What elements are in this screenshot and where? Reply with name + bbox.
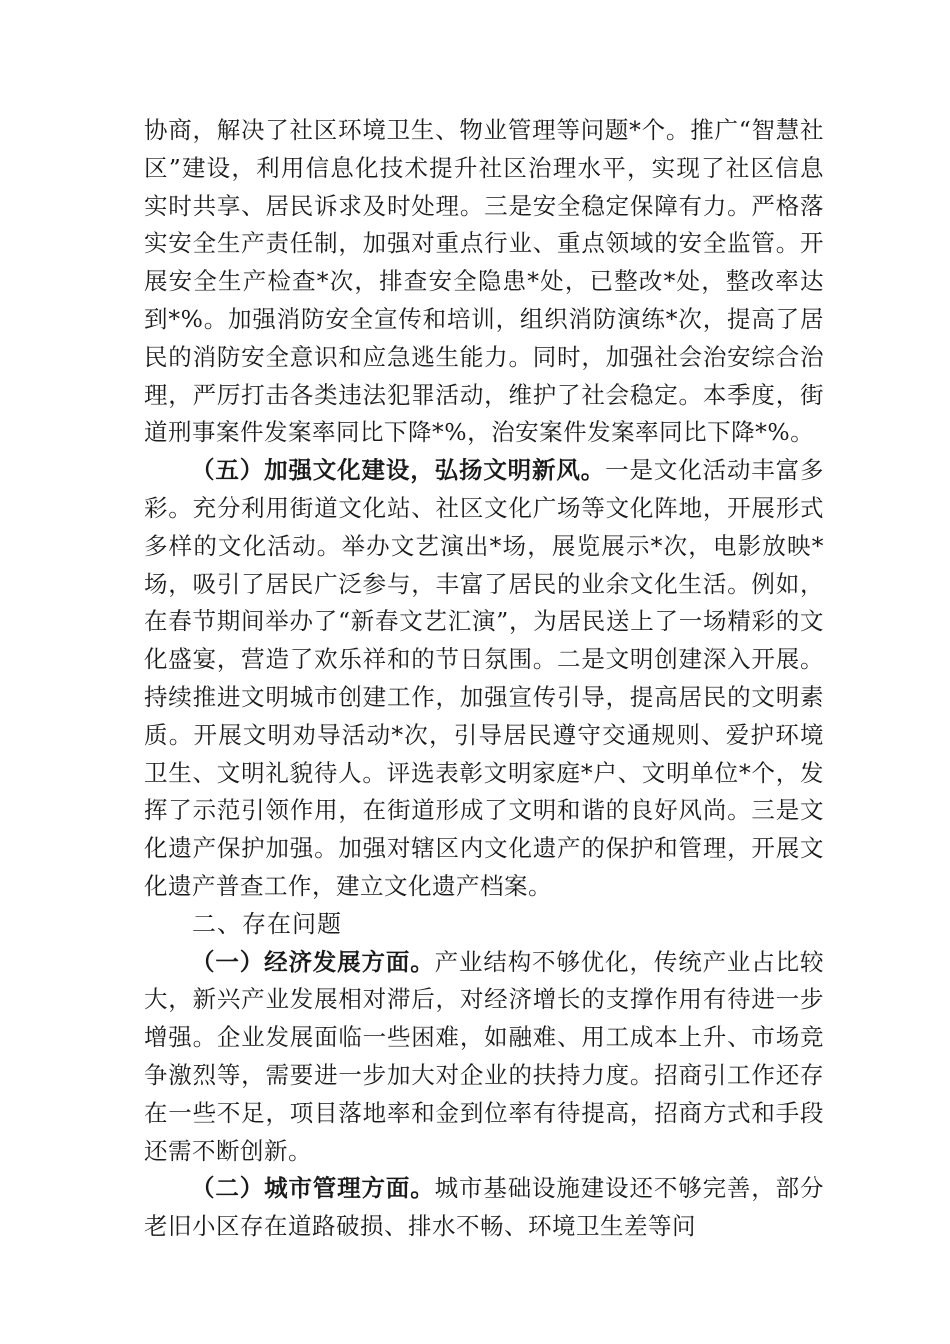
- paragraph-economy: [144, 944, 824, 1171]
- paragraph-text: 产业结构不够优化，传统产业占比较大，新兴产业发展相对滞后，对经济增长的支撑作用有待进一步增强。企业发展面临一些困难，如融难、用工成本上升、市场竞争激烈等，需要进一步加大对企业的扶持力度。招商引工作还存在一些不足，项目落地率和金到位率有待提高，招商方式和手段还需不断创新。: [144, 947, 825, 1165]
- paragraph-lead: （一）经济发展方面。: [191, 947, 435, 976]
- paragraph-text: 城市基础设施建设还不够完善，部分老旧小区存在道路破损、排水不畅、环境卫生差等问: [144, 1174, 825, 1241]
- section-heading: 二、存在问题: [192, 909, 342, 938]
- paragraph-culture: [144, 452, 824, 906]
- paragraph-urban-management: [144, 1170, 824, 1246]
- paragraph-lead: （二）城市管理方面。: [191, 1174, 435, 1203]
- document-body: [144, 112, 824, 1246]
- paragraph-community-safety: [144, 112, 824, 452]
- paragraph-text: 协商，解决了社区环境卫生、物业管理等问题*个。推广“智慧社区”建设，利用信息化技术提升社区治理水平，实现了社区信息实时共享、居民诉求及时处理。三是安全稳定保障有力。严格落实安全生产责任制，加强对重点行业、重点领域的安全监管。开展安全生产检查*次，排查安全隐患*处，已整改*处，整改率达到*%。加强消防安全宣传和培训，组织消防演练*次，提高了居民的消防安全意识和应急逃生能力。同时，加强社会治安综合治理，严厉打击各类违法犯罪活动，维护了社会稳定。本季度，街道刑事案件发案率同比下降*%，治安案件发案率同比下降*%。: [144, 116, 824, 447]
- paragraph-text: 一是文化活动丰富多彩。充分利用街道文化站、社区文化广场等文化阵地，开展形式多样的文化活动。举办文艺演出*场，展览展示*次，电影放映*场，吸引了居民广泛参与，丰富了居民的业余文化生活。例如，在春节期间举办了“新春文艺汇演”，为居民送上了一场精彩的文化盛宴，营造了欢乐祥和的节日氛围。二是文明创建深入开展。持续推进文明城市创建工作，加强宣传引导，提高居民的文明素质。开展文明劝导活动*次，引导居民遵守交通规则、爱护环境卫生、文明礼貌待人。评选表彰文明家庭*户、文明单位*个，发挥了示范引领作用，在街道形成了文明和谐的良好风尚。三是文化遗产保护加强。加强对辖区内文化遗产的保护和管理，开展文化遗产普查工作，建立文化遗产档案。: [144, 456, 825, 900]
- paragraph-lead: （五）加强文化建设，弘扬文明新风。: [191, 456, 606, 485]
